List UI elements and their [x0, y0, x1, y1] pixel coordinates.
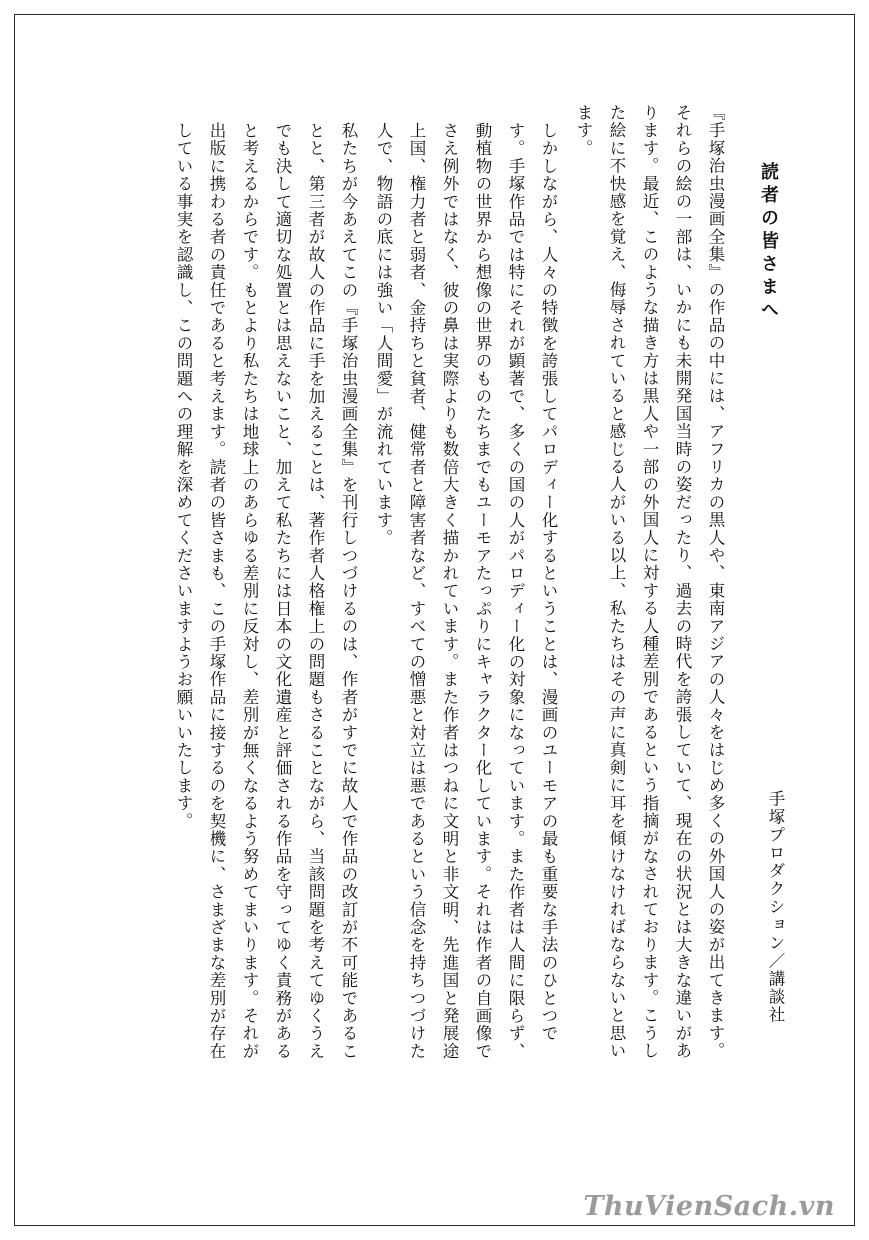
- vertical-text-block: [96, 104, 786, 1064]
- paragraph-2: しかしながら、人々の特徴を誇張してパロディー化するということは、漫画のユーモアの最も重要な手法のひとつです。手塚作品では特にそれが顕著で、多くの国の人がパロディー化の対象になっています。また作者は人間に限らず、動植物の世界から想像の世界のものたちまでもユーモアたっぷりにキャラクター化しています。それは作者の自画像でさえ例外ではなく、彼の鼻は実際よりも数倍大きく描かれています。また作者はつねに文明と非文明、先進国と発展途上国、権力者と弱者、金持ちと貧者、健常者と障害者など、すべての憎悪と対立は悪であるという信念を持ちつづけた人で、物語の底には強い「人間愛」が流れています。: [374, 122, 558, 1061]
- paragraph-1: 『手塚治虫漫画全集』の作品の中には、アフリカの黒人や、東南アジアの人々をはじめ多くの外国人の姿が出てきます。それらの絵の一部は、いかにも未開発国当時の姿だったり、過去の時代を誇張していて、現在の状況とは大きな違いがあります。最近、このような描き方は黒人や一部の外国人に対する人種差別であるという指摘がなされております。こうした絵に不快感を覚え、侮辱されていると感じる人がいる以上、私たちはその声に真剣に耳を傾けなければならないと思います。: [574, 104, 725, 1060]
- page-title: 読者の皆さまへ: [758, 162, 779, 323]
- watermark-text: ThuVienSach.vn: [583, 1191, 835, 1222]
- signature-line: 手塚プロダクション／講談社: [766, 790, 785, 1024]
- paragraph-3: 私たちが今あえてこの『手塚治虫漫画全集』を刊行しつづけるのは、作者がすでに故人で作品の改訂が不可能であることと、第三者が故人の作品に手を加えることは、著作者人格権上の問題もさることながら、当該問題を考えてゆくうえでも決して適切な処置とは思えないこと、加えて私たちには日本の文化遺産と評価される作品を守ってゆく責務があると考えるからです。もとより私たちは地球上のあらゆる差別に反対し、差別が無くなるよう努めてまいります。それが出版に携わる者の責任であると考えます。読者の皆さまも、この手塚作品に接するのを契機に、さまざまな差別が存在している事実を認識し、この問題への理解を深めてくださいますようお願いいたします。: [174, 122, 358, 1061]
